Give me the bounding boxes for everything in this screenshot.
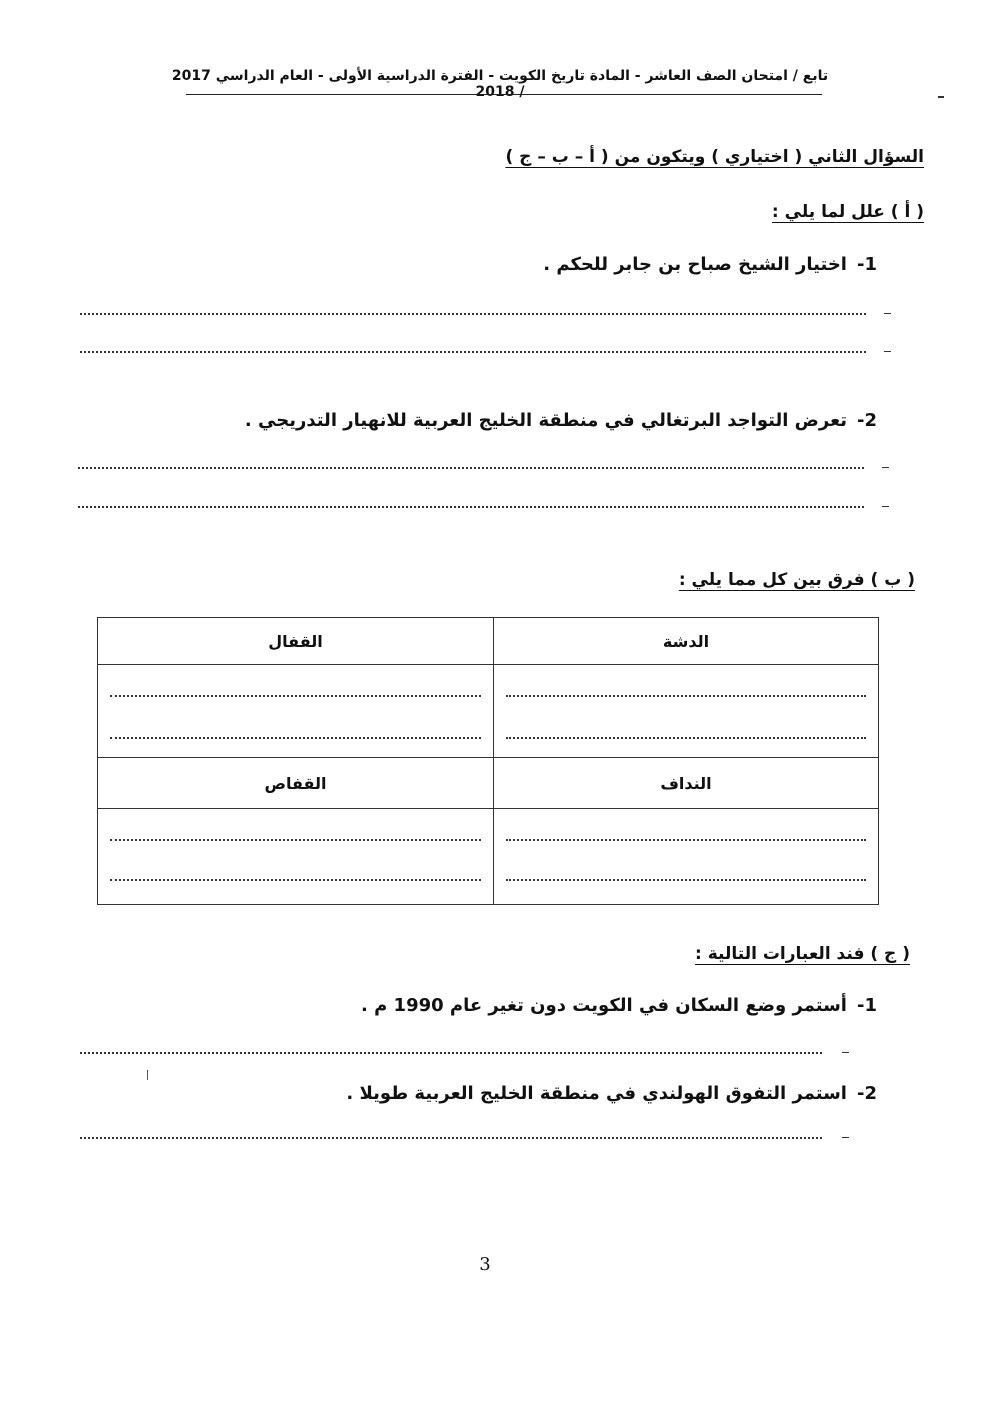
answer-cell[interactable] — [98, 665, 494, 758]
answer-line[interactable] — [80, 313, 866, 315]
item-text: استمر التفوق الهولندي في منطقة الخليج العربية طويلا . — [346, 1083, 847, 1104]
part-a-item-1 — [543, 254, 877, 275]
item-text: اختيار الشيخ صباح بن جابر للحكم . — [543, 254, 847, 275]
table-header-dasha: الدشة — [494, 618, 879, 665]
answer-line[interactable] — [110, 879, 481, 881]
answer-cell[interactable] — [494, 809, 879, 905]
answer-line[interactable] — [110, 695, 481, 697]
answer-cell[interactable] — [494, 665, 879, 758]
corner-mark — [938, 96, 944, 98]
stray-mark — [147, 1070, 148, 1080]
answer-line[interactable] — [80, 351, 866, 353]
part-b-title: ( ب ) فرق بين كل مما يلي : — [678, 570, 915, 590]
page-number: 3 — [479, 1254, 491, 1275]
answer-line[interactable] — [506, 839, 866, 841]
table-header-naddaf: النداف — [494, 758, 879, 809]
bullet-dash — [842, 1137, 849, 1138]
answer-line[interactable] — [110, 737, 481, 739]
item-number: 1- — [856, 995, 877, 1016]
answer-line[interactable] — [80, 1052, 822, 1054]
answer-line[interactable] — [506, 879, 866, 881]
exam-header: تابع / امتحان الصف العاشر - المادة تاريخ الكويت - الفترة الدراسية الأولى - العام الدراسي 2017 / 2018 — [171, 68, 829, 100]
bullet-dash — [884, 313, 891, 314]
answer-line[interactable] — [506, 695, 866, 697]
bullet-dash — [884, 351, 891, 352]
bullet-dash — [842, 1052, 849, 1053]
answer-line[interactable] — [506, 737, 866, 739]
table-header-qaffal: القفال — [98, 618, 494, 665]
answer-cell[interactable] — [98, 809, 494, 905]
item-number: 2- — [856, 410, 877, 431]
answer-line[interactable] — [78, 467, 864, 469]
part-c-title: ( ج ) فند العبارات التالية : — [695, 944, 910, 964]
item-number: 1- — [856, 254, 877, 275]
answer-line[interactable] — [78, 506, 864, 508]
item-number: 2- — [856, 1083, 877, 1104]
question-title: السؤال الثاني ( اختياري ) ويتكون من ( أ – ب – ج ) — [505, 147, 924, 167]
answer-line[interactable] — [80, 1137, 822, 1139]
answer-line[interactable] — [110, 839, 481, 841]
header-divider — [186, 94, 822, 95]
comparison-table — [97, 617, 879, 905]
bullet-dash — [882, 467, 889, 468]
part-c-item-2 — [346, 1083, 877, 1104]
part-a-item-2 — [245, 410, 877, 431]
part-c-item-1 — [361, 995, 877, 1016]
bullet-dash — [882, 506, 889, 507]
part-a-title: ( أ ) علل لما يلي : — [771, 202, 924, 222]
item-text: أستمر وضع السكان في الكويت دون تغير عام 1990 م . — [360, 995, 847, 1016]
item-text: تعرض التواجد البرتغالي في منطقة الخليج العربية للانهيار التدريجي . — [244, 410, 847, 431]
table-header-qaffas: القفاص — [98, 758, 494, 809]
